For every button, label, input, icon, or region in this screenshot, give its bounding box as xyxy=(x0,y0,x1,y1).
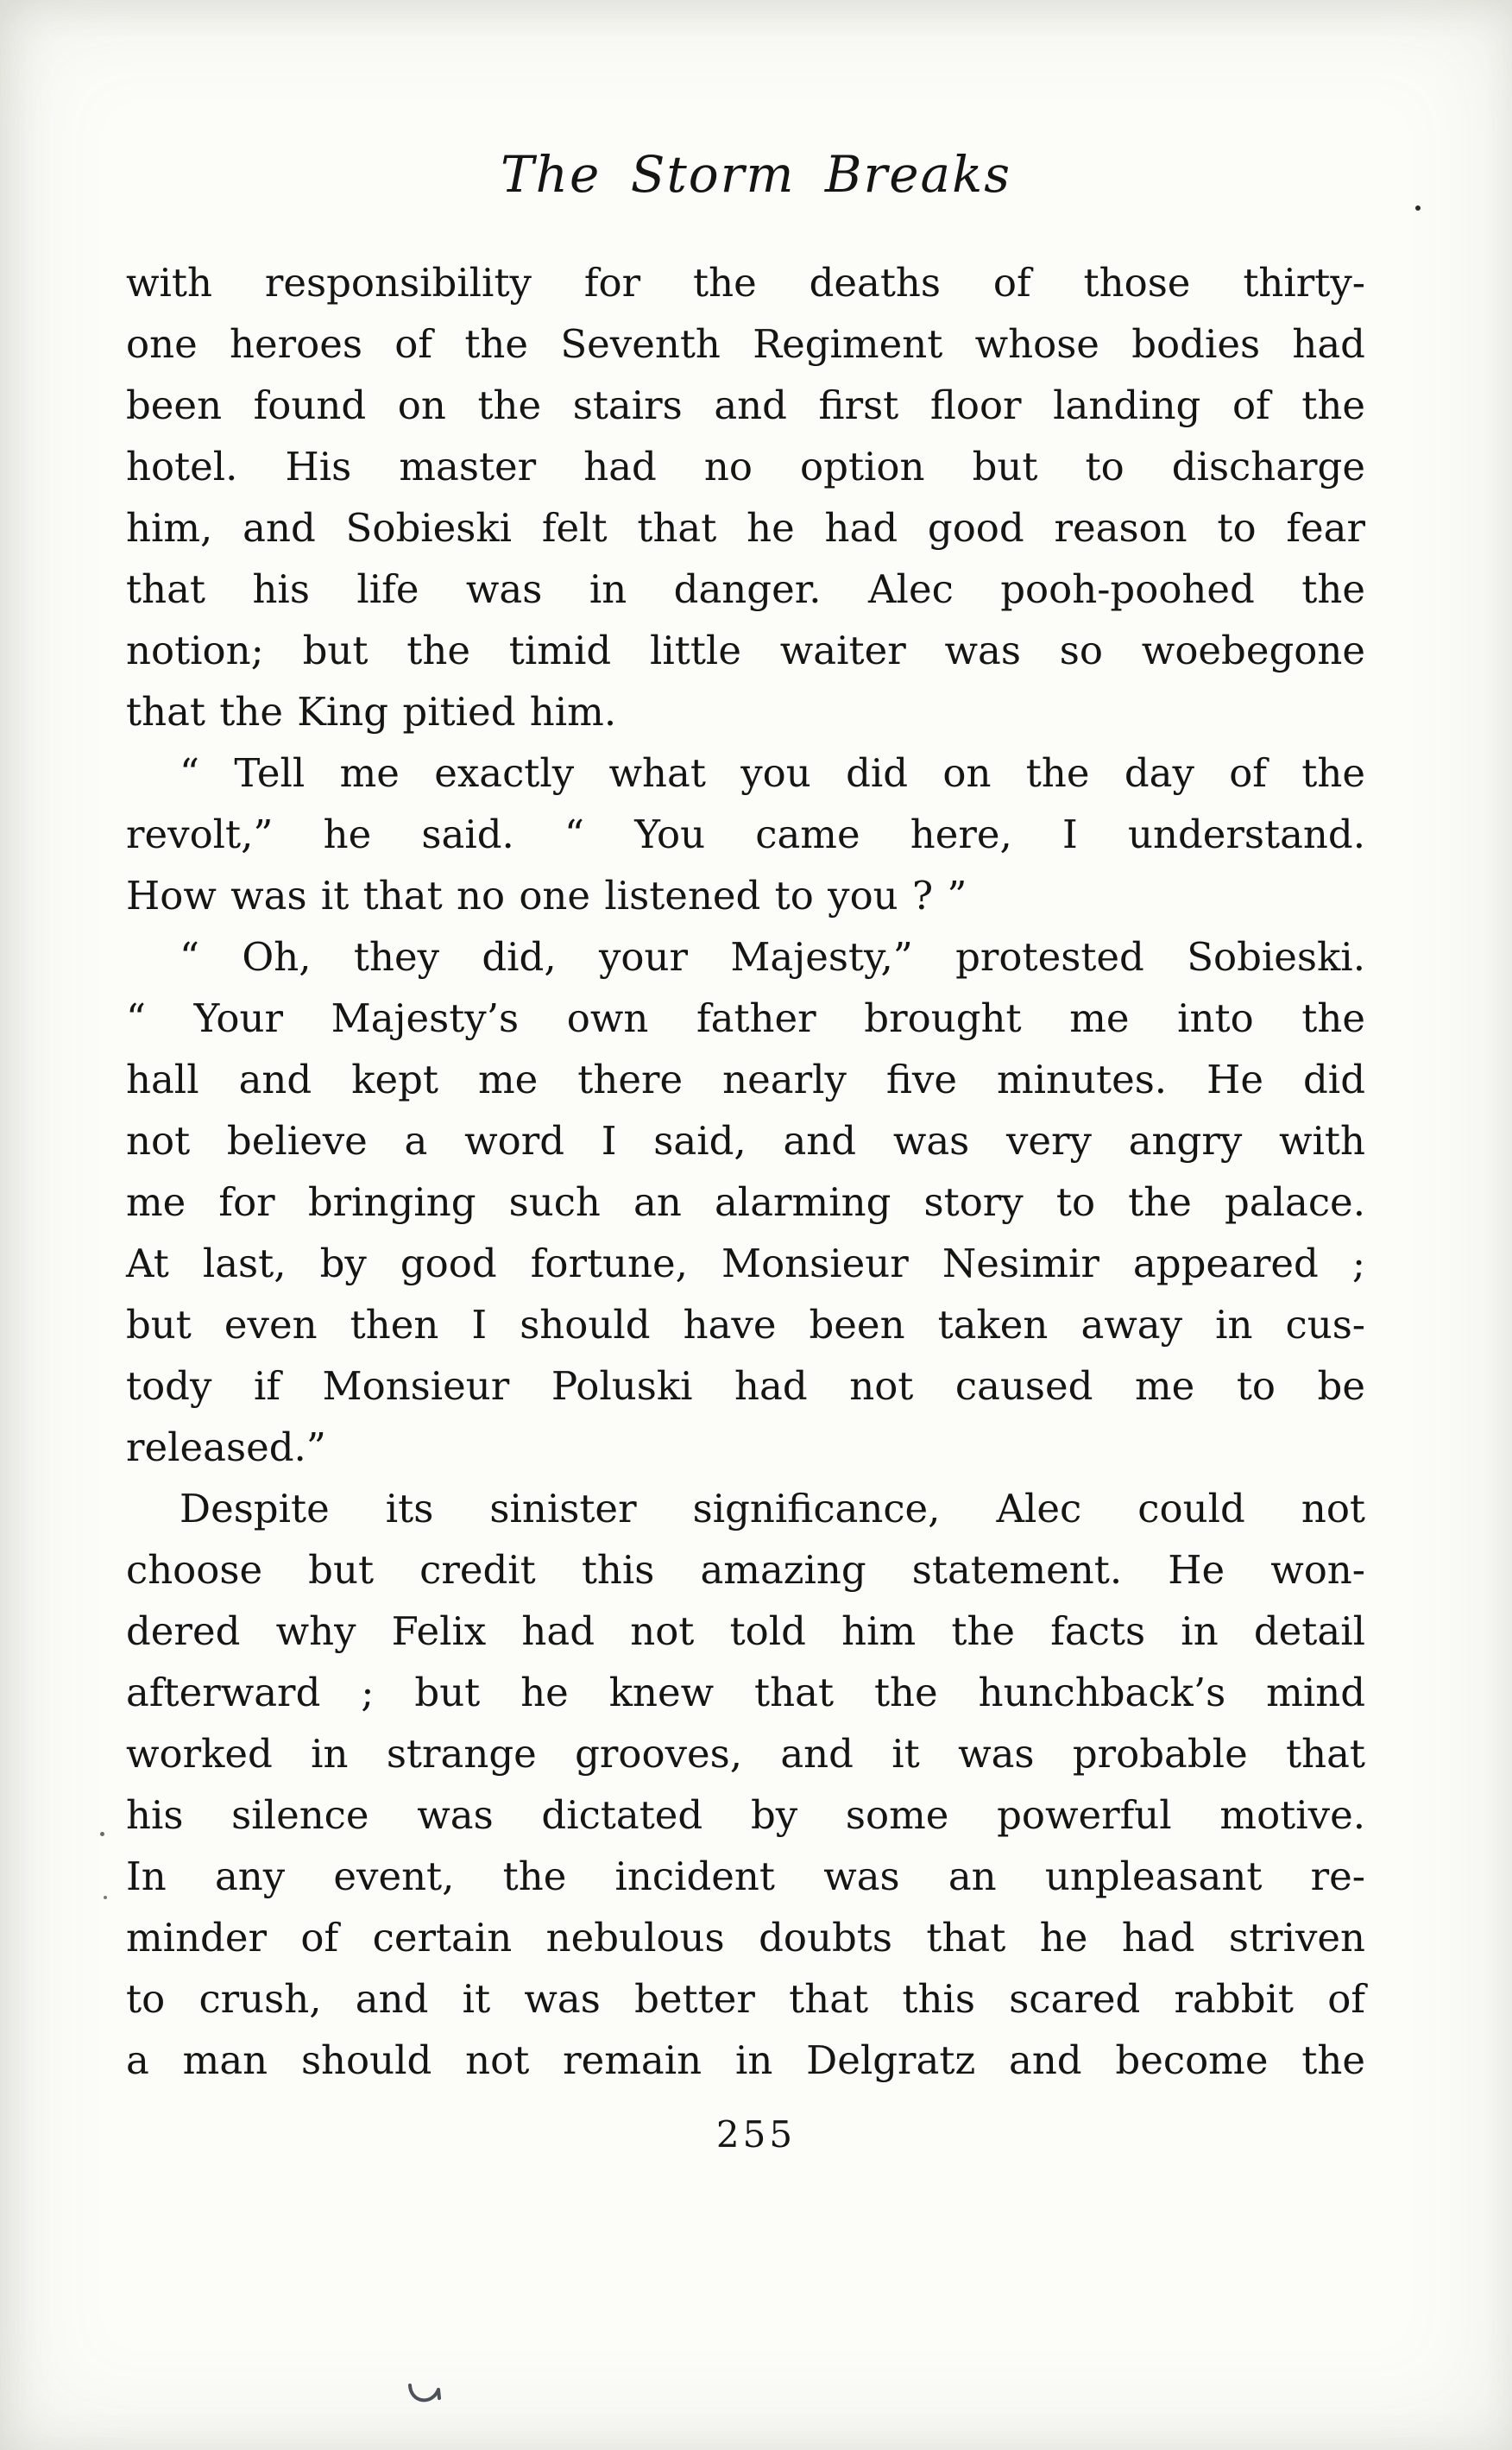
text-line: him, and Sobieski felt that he had good reason to fear xyxy=(126,505,1365,551)
text-line: one heroes of the Seventh Regiment whose bodies had xyxy=(126,321,1365,367)
text-line: afterward ; but he knew that the hunchback’s mind xyxy=(126,1670,1365,1715)
text-line: notion; but the timid little waiter was so woebegone xyxy=(126,628,1365,673)
text-line: At last, by good fortune, Monsieur Nesimir appeared ; xyxy=(126,1241,1365,1286)
text-line: dered why Felix had not told him the facts in detail xyxy=(126,1608,1365,1654)
text-line: tody if Monsieur Poluski had not caused me to be xyxy=(126,1363,1365,1409)
paragraph xyxy=(126,926,1365,1478)
text-line: Despite its sinister significance, Alec could not xyxy=(180,1486,1365,1531)
ink-speck-icon xyxy=(1415,205,1421,211)
text-line: to crush, and it was better that this scared rabbit of xyxy=(126,1976,1365,2022)
text-line: “ Your Majesty’s own father brought me into the xyxy=(126,995,1365,1041)
text-line: been found on the stairs and first floor landing of the xyxy=(126,382,1365,428)
paragraph xyxy=(126,252,1365,742)
ink-speck-icon xyxy=(104,1896,107,1899)
text-line: a man should not remain in Delgratz and become the xyxy=(126,2037,1365,2083)
text-line: me for bringing such an alarming story to the palace. xyxy=(126,1179,1365,1225)
text-line: that his life was in danger. Alec pooh-poohed the xyxy=(126,566,1365,612)
page-number: 255 xyxy=(715,2113,797,2156)
text-line: but even then I should have been taken away in cus- xyxy=(126,1302,1365,1348)
page-body xyxy=(126,252,1365,2091)
text-line: revolt,” he said. “ You came here, I understand. xyxy=(126,811,1365,857)
text-line: “ Tell me exactly what you did on the day of the xyxy=(180,750,1365,796)
chapter-title: The Storm Breaks xyxy=(500,145,1012,204)
text-line: released.” xyxy=(126,1424,326,1470)
text-line: In any event, the incident was an unpleasant re- xyxy=(126,1853,1365,1899)
paragraph xyxy=(126,742,1365,926)
text-line: “ Oh, they did, your Majesty,” protested Sobieski. xyxy=(180,934,1365,980)
text-line: minder of certain nebulous doubts that he had striven xyxy=(126,1915,1365,1961)
text-line: hall and kept me there nearly five minutes. He did xyxy=(126,1057,1365,1102)
paragraph xyxy=(126,1478,1365,2091)
text-line: How was it that no one listened to you ? ” xyxy=(126,873,967,919)
text-line: worked in strange grooves, and it was probable that xyxy=(126,1731,1365,1777)
text-line: with responsibility for the deaths of those thirty- xyxy=(126,260,1365,306)
text-line: choose but credit this amazing statement. He won- xyxy=(126,1547,1365,1593)
text-line: not believe a word I said, and was very angry with xyxy=(126,1118,1365,1164)
ink-speck-icon xyxy=(100,1832,104,1836)
pencil-mark-icon xyxy=(404,2379,445,2415)
text-line: that the King pitied him. xyxy=(126,689,617,735)
text-line: his silence was dictated by some powerful motive. xyxy=(126,1792,1365,1838)
text-line: hotel. His master had no option but to discharge xyxy=(126,444,1365,489)
